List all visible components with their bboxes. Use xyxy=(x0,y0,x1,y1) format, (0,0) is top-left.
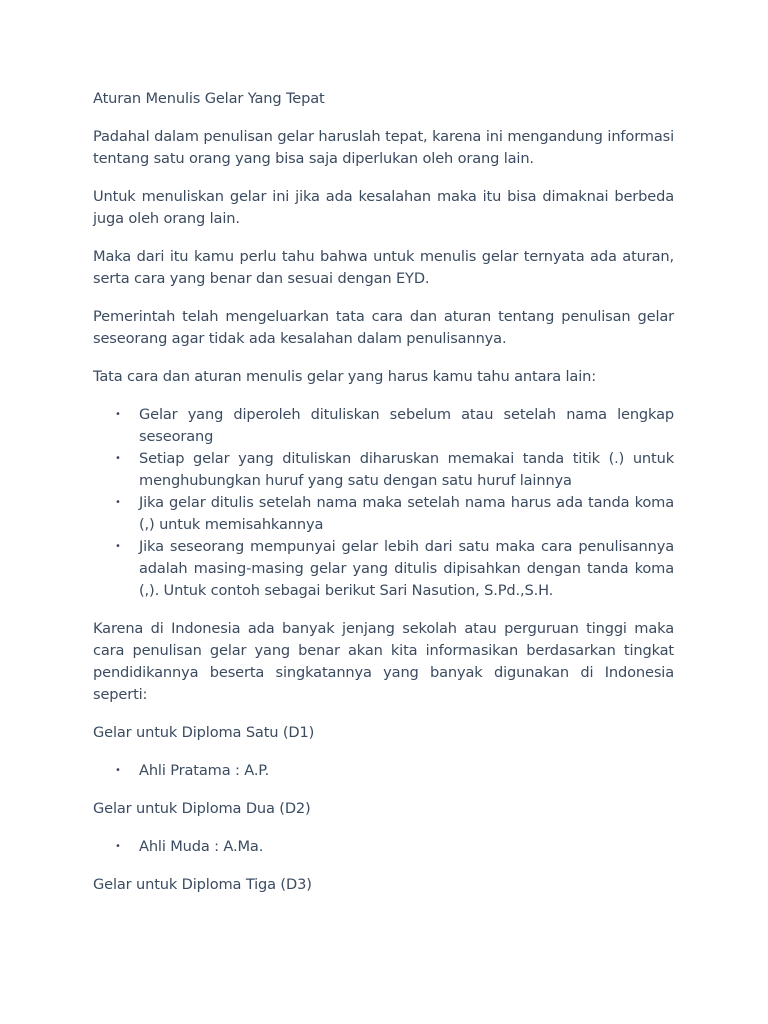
paragraph-4: Pemerintah telah mengeluarkan tata cara dan aturan tentang penulisan gelar seseorang agar tidak ada kesalahan dalam penulisannya. xyxy=(93,308,674,347)
heading-d3: Gelar untuk Diploma Tiga (D3) xyxy=(93,876,312,893)
list-item xyxy=(93,760,674,782)
heading-d1: Gelar untuk Diploma Satu (D1) xyxy=(93,724,315,741)
list-item-text: Setiap gelar yang dituliskan diharuskan memakai tanda titik (.) untuk menghubungkan huruf yang satu dengan satu huruf lainnya xyxy=(139,450,674,489)
list-item xyxy=(93,492,674,536)
rules-list xyxy=(93,404,674,602)
document-page xyxy=(93,88,674,912)
bullet-icon: • xyxy=(115,541,121,552)
list-item xyxy=(93,836,674,858)
bullet-icon: • xyxy=(115,453,121,464)
list-item-text: Gelar yang diperoleh dituliskan sebelum atau setelah nama lengkap seseorang xyxy=(139,406,674,445)
paragraph-2: Untuk menuliskan gelar ini jika ada kesalahan maka itu bisa dimaknai berbeda juga oleh orang lain. xyxy=(93,188,674,227)
list-item-text: Jika seseorang mempunyai gelar lebih dari satu maka cara penulisannya adalah masing-masing gelar yang ditulis dipisahkan dengan tanda koma (,). Untuk contoh sebagai berikut Sari Nasution, S.Pd.,S.H. xyxy=(139,538,674,599)
list-item xyxy=(93,536,674,602)
bullet-icon: • xyxy=(115,497,121,508)
list-item-text: Ahli Muda : A.Ma. xyxy=(139,838,264,855)
list-item-text: Ahli Pratama : A.P. xyxy=(139,762,270,779)
paragraph-1: Padahal dalam penulisan gelar haruslah tepat, karena ini mengandung informasi tentang satu orang yang bisa saja diperlukan oleh orang lain. xyxy=(93,128,674,167)
list-item xyxy=(93,448,674,492)
bullet-icon: • xyxy=(115,841,121,852)
document-title: Aturan Menulis Gelar Yang Tepat xyxy=(93,90,325,107)
bullet-icon: • xyxy=(115,765,121,776)
d2-list xyxy=(93,836,674,858)
bullet-icon: • xyxy=(115,409,121,420)
paragraph-3: Maka dari itu kamu perlu tahu bahwa untuk menulis gelar ternyata ada aturan, serta cara yang benar dan sesuai dengan EYD. xyxy=(93,248,674,287)
d1-list xyxy=(93,760,674,782)
paragraph-degrees-intro: Karena di Indonesia ada banyak jenjang sekolah atau perguruan tinggi maka cara penulisan gelar yang benar akan kita informasikan berdasarkan tingkat pendidikannya beserta singkatannya yang banyak digunakan di Indonesia seperti: xyxy=(93,620,674,703)
paragraph-5: Tata cara dan aturan menulis gelar yang harus kamu tahu antara lain: xyxy=(93,368,596,385)
list-item xyxy=(93,404,674,448)
heading-d2: Gelar untuk Diploma Dua (D2) xyxy=(93,800,311,817)
list-item-text: Jika gelar ditulis setelah nama maka setelah nama harus ada tanda koma (,) untuk memisahkannya xyxy=(139,494,674,533)
